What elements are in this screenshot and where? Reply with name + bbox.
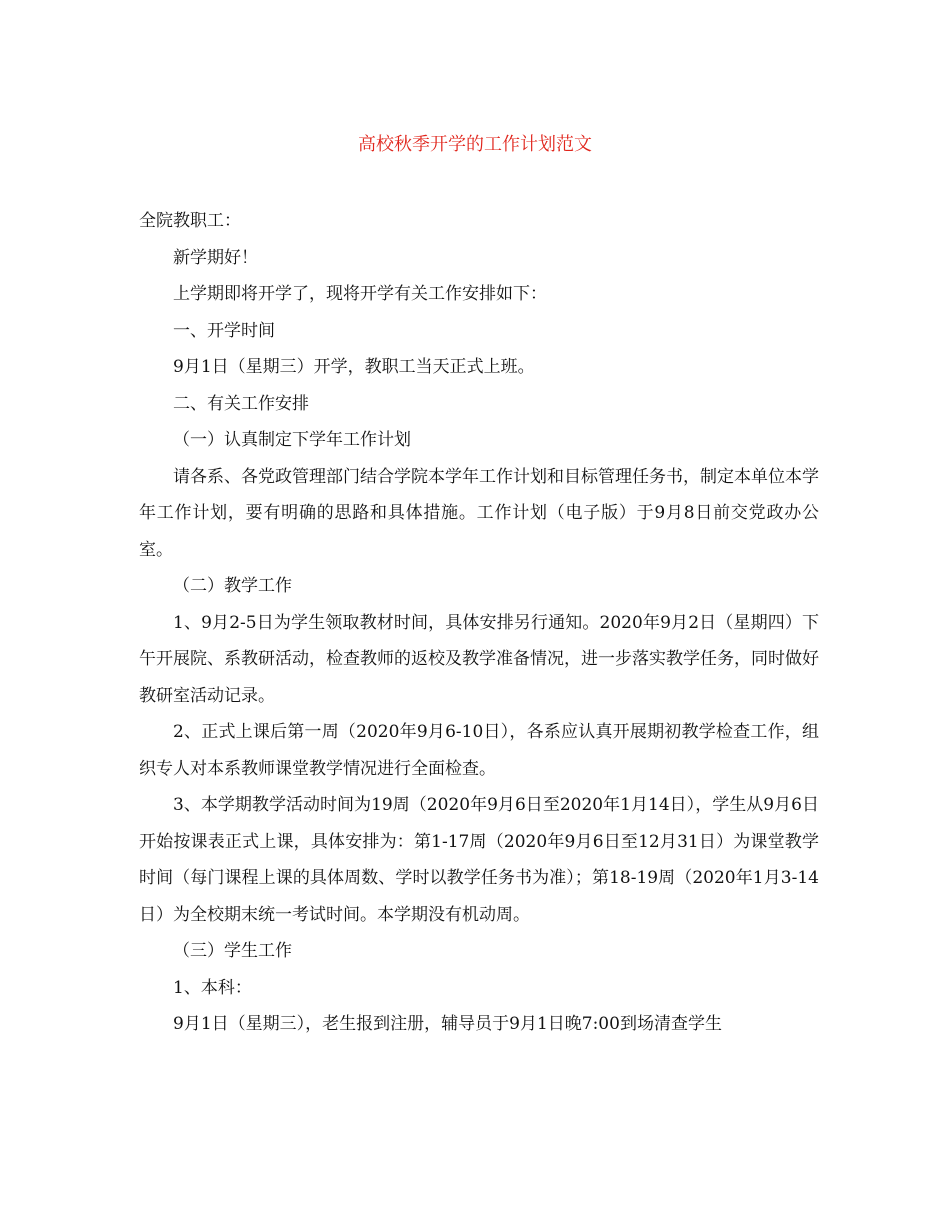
paragraph: 9月1日（星期三），老生报到注册，辅导员于9月1日晚7:00到场清查学生 (173, 1014, 722, 1034)
document-body (139, 203, 819, 1043)
paragraph: 新学期好！ (173, 247, 258, 268)
paragraph: 请各系、各党政管理部门结合学院本学年工作计划和目标管理任务书，制定本单位本学年工作计划，要有明确的思路和具体措施。工作计划（电子版）于9月8日前交党政办公室。 (139, 466, 819, 560)
subsection-heading: （二）教学工作 (173, 576, 292, 596)
paragraph: 9月1日（星期三）开学，教职工当天正式上班。 (173, 357, 535, 377)
section-heading: 一、开学时间 (173, 320, 275, 341)
paragraph: 3、本学期教学活动时间为19周（2020年9月6日至2020年1月14日），学生从9月6日开始按课表正式上课，具体安排为：第1-17周（2020年9月6日至12月31日）为课堂教学时间（每门课程上课的具体周数、学时以教学任务书为准）；第18-19周（2020年1月3-14日）为全校期末统一考试时间。本学期没有机动周。 (139, 795, 819, 925)
paragraph: 1、本科： (173, 977, 252, 998)
document-title: 高校秋季开学的工作计划范文 (358, 134, 592, 155)
paragraph: 1、9月2-5日为学生领取教材时间，具体安排另行通知。2020年9月2日（星期四）下午开展院、系教研活动，检查教师的返校及教学准备情况，进一步落实教学任务，同时做好教研室活动记录。 (139, 612, 819, 706)
paragraph: 上学期即将开学了，现将开学有关工作安排如下： (173, 284, 547, 304)
paragraph: 全院教职工： (139, 211, 241, 231)
subsection-heading: （三）学生工作 (173, 941, 292, 961)
section-heading: 二、有关工作安排 (173, 393, 309, 414)
paragraph: 2、正式上课后第一周（2020年9月6-10日），各系应认真开展期初教学检查工作，组织专人对本系教师课堂教学情况进行全面检查。 (139, 722, 819, 779)
subsection-heading: （一）认真制定下学年工作计划 (173, 430, 411, 450)
